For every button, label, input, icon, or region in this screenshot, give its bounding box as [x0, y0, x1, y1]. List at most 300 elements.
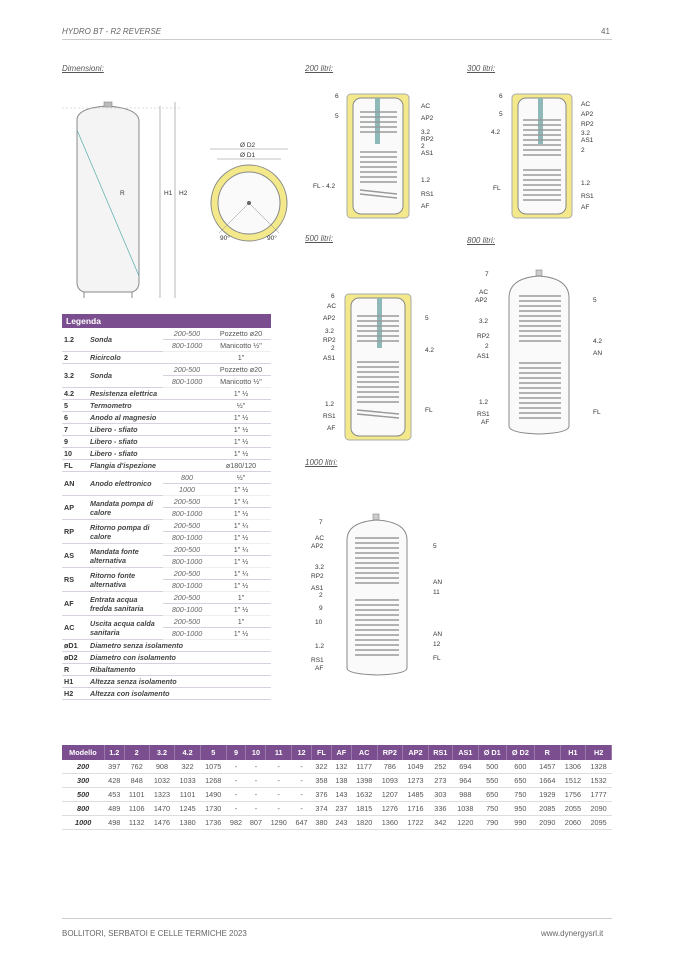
dims-cell: 1101	[124, 788, 149, 802]
dims-header-cell: 5	[200, 745, 226, 760]
legend-model: 800-1000	[163, 580, 211, 592]
legend-desc: Diametro senza isolamento	[88, 640, 271, 652]
dims-cell: 982	[226, 816, 246, 830]
legend-value: Manicotto ½"	[211, 340, 271, 352]
legend-value: ½"	[211, 400, 271, 412]
dimension-side-view	[62, 100, 202, 300]
legend-model: 800-1000	[163, 628, 211, 640]
dims-model-cell: 200	[62, 760, 104, 774]
t800-l9: AF	[481, 419, 490, 426]
t800-r0: 5	[593, 297, 597, 304]
t500-l5: 2	[331, 345, 335, 352]
dims-header-cell: R	[534, 745, 560, 760]
dims-header-cell: AS1	[452, 745, 478, 760]
legend-desc: Flangia d'ispezione	[88, 460, 211, 472]
legend-code: 1.2	[62, 328, 88, 352]
document-title: HYDRO BT - R2 REVERSE	[62, 27, 162, 36]
t800-r2: AN	[593, 350, 603, 357]
dims-header-cell: H1	[560, 745, 586, 760]
dims-cell: -	[246, 788, 266, 802]
dims-header-cell: AF	[331, 745, 351, 760]
dims-header-cell: RS1	[428, 745, 452, 760]
legend-desc: Uscita acqua calda sanitaria	[88, 616, 163, 640]
legend-row	[62, 688, 271, 700]
legend-code: H1	[62, 676, 88, 688]
t200-r0: AC	[421, 103, 431, 110]
header-rule	[62, 39, 612, 40]
legend-code: 10	[62, 448, 88, 460]
dims-cell: 950	[506, 802, 534, 816]
dims-cell: 750	[478, 802, 506, 816]
dims-cell: 1106	[124, 802, 149, 816]
t500-l1: AC	[327, 303, 337, 310]
legend-code: AP	[62, 496, 88, 520]
legend-desc: Ritorno pompa di calore	[88, 520, 163, 544]
legend-code: 9	[62, 436, 88, 448]
legend-value: 1" ½	[211, 412, 271, 424]
dims-cell: 138	[331, 774, 351, 788]
legend-desc: Termometro	[88, 400, 211, 412]
dims-cell: 2090	[586, 802, 612, 816]
t800-l1: AC	[479, 289, 489, 296]
dims-cell: 303	[428, 788, 452, 802]
dims-cell: 1664	[534, 774, 560, 788]
dim-angle-left: 90°	[220, 235, 230, 242]
dims-cell: 988	[452, 788, 478, 802]
legend-desc: Entrata acqua fredda sanitaria	[88, 592, 163, 616]
legend-code: RP	[62, 520, 88, 544]
legend-value: Manicotto ½"	[211, 376, 271, 388]
dims-cell: 1476	[149, 816, 175, 830]
t1000-l2: AP2	[311, 543, 324, 550]
legend-value: 1" ½	[211, 508, 271, 520]
dims-header-cell: 1.2	[104, 745, 124, 760]
dims-cell: 1273	[403, 774, 429, 788]
legend-value: Pozzetto ø20	[211, 328, 271, 340]
legend-desc: Libero - sfiato	[88, 436, 211, 448]
legend-row	[62, 544, 271, 556]
legend-code: R	[62, 664, 88, 676]
tank-500-diagram	[305, 290, 445, 445]
dims-row	[62, 788, 612, 802]
legend-desc: Sonda	[88, 328, 163, 352]
dims-cell: -	[226, 774, 246, 788]
dims-cell: 1632	[351, 788, 377, 802]
legend-row	[62, 400, 271, 412]
dims-cell: -	[292, 788, 312, 802]
legend-code: 4.2	[62, 388, 88, 400]
dims-cell: 1049	[403, 760, 429, 774]
legend-value: 1" ¼	[211, 544, 271, 556]
t800-r3: FL	[593, 409, 601, 416]
legend-model: 200-500	[163, 592, 211, 604]
legend-model: 200-500	[163, 364, 211, 376]
dims-row	[62, 802, 612, 816]
dim-h2-label: H2	[179, 190, 188, 197]
legend-row	[62, 424, 271, 436]
dims-header-cell: RP2	[377, 745, 403, 760]
t1000-l7: 9	[319, 605, 323, 612]
t200-l0: 6	[335, 93, 339, 100]
legend-code: AS	[62, 544, 88, 568]
dims-header-cell: 3.2	[149, 745, 175, 760]
legend-value: 1" ½	[211, 604, 271, 616]
legend-model: 200-500	[163, 568, 211, 580]
legend-model: 800-1000	[163, 604, 211, 616]
dimensions-label: Dimensioni:	[62, 64, 104, 73]
t800-l2: AP2	[475, 297, 488, 304]
legend-value: 1"	[211, 616, 271, 628]
legend-desc: Anodo al magnesio	[88, 412, 211, 424]
dims-header-cell: 11	[266, 745, 292, 760]
t1000-l5: AS1	[311, 585, 324, 592]
dims-cell: 848	[124, 774, 149, 788]
dims-header-cell: 10	[246, 745, 266, 760]
t1000-l8: 10	[315, 619, 323, 626]
label-800: 800 litri:	[467, 236, 496, 245]
legend-model: 800-1000	[163, 340, 211, 352]
legend-row	[62, 388, 271, 400]
t1000-r2: 11	[433, 589, 440, 596]
dims-cell: 1485	[403, 788, 429, 802]
dims-cell: 1777	[586, 788, 612, 802]
dims-cell: 1075	[200, 760, 226, 774]
dims-cell: 252	[428, 760, 452, 774]
dims-cell: 1490	[200, 788, 226, 802]
footer-left: BOLLITORI, SERBATOI E CELLE TERMICHE 2023	[62, 929, 247, 938]
legend-desc: Altezza con isolamento	[88, 688, 271, 700]
legend-code: 6	[62, 412, 88, 424]
t300-r0: AC	[581, 101, 591, 108]
dims-cell: 786	[377, 760, 403, 774]
dims-cell: 1207	[377, 788, 403, 802]
legend-value: 1" ½	[211, 556, 271, 568]
dims-cell: -	[266, 802, 292, 816]
legend-model: 200-500	[163, 496, 211, 508]
legend-row	[62, 652, 271, 664]
dims-cell: 650	[478, 788, 506, 802]
legend-desc: Diametro con isolamento	[88, 652, 271, 664]
legend-model: 800-1000	[163, 376, 211, 388]
t500-l2: AP2	[323, 315, 336, 322]
label-300: 300 litri:	[467, 64, 496, 73]
legend-code: 3.2	[62, 364, 88, 388]
dims-cell: 273	[428, 774, 452, 788]
dims-cell: 1038	[452, 802, 478, 816]
legend-row	[62, 352, 271, 364]
t1000-l4: RP2	[311, 573, 324, 580]
t1000-l6: 2	[319, 592, 323, 599]
dims-header-cell: 4.2	[175, 745, 201, 760]
dims-cell: 1722	[403, 816, 429, 830]
t500-l3: 3.2	[325, 328, 335, 335]
legend-value: 1" ½	[211, 448, 271, 460]
t1000-l10: RS1	[311, 657, 324, 664]
dims-cell: 374	[312, 802, 332, 816]
dims-cell: -	[246, 774, 266, 788]
t1000-l11: AF	[315, 665, 324, 672]
dims-cell: 498	[104, 816, 124, 830]
dims-model-cell: 300	[62, 774, 104, 788]
t800-r1: 4.2	[593, 338, 603, 345]
legend-code: AF	[62, 592, 88, 616]
dims-cell: 376	[312, 788, 332, 802]
dims-header-cell: 9	[226, 745, 246, 760]
dims-cell: 908	[149, 760, 175, 774]
t800-l8: RS1	[477, 411, 490, 418]
t300-r8: AF	[581, 204, 590, 211]
dims-cell: 380	[312, 816, 332, 830]
dims-cell: 964	[452, 774, 478, 788]
dims-row	[62, 760, 612, 774]
dims-cell: -	[246, 760, 266, 774]
t300-r4: AS1	[581, 137, 594, 144]
footer-rule	[62, 918, 612, 919]
dims-cell: 1929	[534, 788, 560, 802]
dims-cell: 1245	[175, 802, 201, 816]
dims-cell: 1457	[534, 760, 560, 774]
dims-header-cell: Modello	[62, 745, 104, 760]
t200-r6: 1.2	[421, 177, 431, 184]
legend-value: 1" ½	[211, 388, 271, 400]
t200-r5: AS1	[421, 150, 434, 157]
dims-cell: 1730	[200, 802, 226, 816]
legend-desc: Anodo elettronico	[88, 472, 163, 496]
dims-cell: 132	[331, 760, 351, 774]
t200-r8: AF	[421, 203, 430, 210]
dims-cell: -	[292, 760, 312, 774]
dims-model-cell: 1000	[62, 816, 104, 830]
legend-row	[62, 664, 271, 676]
dims-cell: 750	[506, 788, 534, 802]
t500-l7: 1.2	[325, 401, 335, 408]
dims-cell: 650	[506, 774, 534, 788]
dims-cell: 2090	[534, 816, 560, 830]
dims-cell: 428	[104, 774, 124, 788]
t300-l0: 6	[499, 93, 503, 100]
t1000-r1: AN	[433, 579, 443, 586]
legend-value: 1" ½	[211, 424, 271, 436]
dims-header-cell: AP2	[403, 745, 429, 760]
dims-cell: 397	[104, 760, 124, 774]
dims-cell: 762	[124, 760, 149, 774]
legend-value: 1" ½	[211, 628, 271, 640]
t800-l6: AS1	[477, 353, 490, 360]
t800-l3: 3.2	[479, 318, 489, 325]
dims-cell: 243	[331, 816, 351, 830]
t500-l8: RS1	[323, 413, 336, 420]
t200-r4: 2	[421, 143, 425, 150]
legend-value: 1"	[211, 352, 271, 364]
t300-l3: FL	[493, 185, 501, 192]
dim-d2-label: Ø D2	[240, 142, 256, 149]
t800-l0: 7	[485, 271, 489, 278]
legend-model: 200-500	[163, 544, 211, 556]
legend-row	[62, 364, 271, 376]
legend-code: øD2	[62, 652, 88, 664]
t1000-l1: AC	[315, 535, 325, 542]
dims-header-cell: Ø D1	[478, 745, 506, 760]
t300-l1: 5	[499, 111, 503, 118]
label-1000: 1000 litri:	[305, 458, 338, 467]
legend-row	[62, 592, 271, 604]
dim-h1-label: H1	[164, 190, 173, 197]
legend-value: ø180/120	[211, 460, 271, 472]
dims-header-cell: Ø D2	[506, 745, 534, 760]
legend-desc: Mandata fonte alternativa	[88, 544, 163, 568]
legend-code: 7	[62, 424, 88, 436]
t200-r3: RP2	[421, 136, 434, 143]
dims-header-cell: 12	[292, 745, 312, 760]
dims-header-cell: 2	[124, 745, 149, 760]
t200-r1: AP2	[421, 115, 434, 122]
t300-r7: RS1	[581, 193, 594, 200]
t1000-l3: 3.2	[315, 564, 325, 571]
dims-cell: 1820	[351, 816, 377, 830]
legend-value: ½"	[211, 472, 271, 484]
legend-desc: Resistenza elettrica	[88, 388, 211, 400]
t500-l6: AS1	[323, 355, 336, 362]
dims-header-cell: H2	[586, 745, 612, 760]
dims-cell: 322	[312, 760, 332, 774]
dims-cell: 1360	[377, 816, 403, 830]
legend-value: 1" ½	[211, 484, 271, 496]
legend-row	[62, 412, 271, 424]
t300-r1: AP2	[581, 111, 594, 118]
legend-model: 200-500	[163, 328, 211, 340]
dims-cell: 1290	[266, 816, 292, 830]
legend-value: 1"	[211, 592, 271, 604]
t500-l4: RP2	[323, 337, 336, 344]
dims-cell: 1220	[452, 816, 478, 830]
dims-cell: 1101	[175, 788, 201, 802]
legend-row	[62, 496, 271, 508]
dims-cell: 1736	[200, 816, 226, 830]
legend-row	[62, 448, 271, 460]
t500-r1: 4.2	[425, 347, 435, 354]
dims-cell: 1032	[149, 774, 175, 788]
dims-cell: 694	[452, 760, 478, 774]
legend-desc: Mandata pompa di calore	[88, 496, 163, 520]
dims-cell: -	[226, 760, 246, 774]
legend-code: RS	[62, 568, 88, 592]
legend-desc: Ricircolo	[88, 352, 211, 364]
legend-model: 800-1000	[163, 556, 211, 568]
dims-cell: 1532	[586, 774, 612, 788]
t200-r2: 3.2	[421, 129, 431, 136]
legend-model: 800	[163, 472, 211, 484]
page-number: 41	[601, 27, 610, 36]
dims-cell: 489	[104, 802, 124, 816]
dims-header-cell: AC	[351, 745, 377, 760]
dims-cell: 790	[478, 816, 506, 830]
legend-row	[62, 640, 271, 652]
dims-cell: 2060	[560, 816, 586, 830]
dims-cell: 2095	[586, 816, 612, 830]
legend-code: AC	[62, 616, 88, 640]
t800-l5: 2	[485, 343, 489, 350]
dims-cell: 1177	[351, 760, 377, 774]
dims-cell: 1470	[149, 802, 175, 816]
legend-value: Pozzetto ø20	[211, 364, 271, 376]
legend-desc: Libero - sfiato	[88, 424, 211, 436]
legend-value: 1" ½	[211, 436, 271, 448]
t500-l9: AF	[327, 425, 336, 432]
dims-cell: -	[292, 774, 312, 788]
legend-code: FL	[62, 460, 88, 472]
t1000-l0: 7	[319, 519, 323, 526]
dims-header-cell: FL	[312, 745, 332, 760]
dims-cell: 336	[428, 802, 452, 816]
legend-code: øD1	[62, 640, 88, 652]
dims-cell: -	[292, 802, 312, 816]
dims-cell: 1132	[124, 816, 149, 830]
dims-model-cell: 800	[62, 802, 104, 816]
t200-l2: FL - 4.2	[313, 183, 336, 190]
dims-cell: -	[226, 802, 246, 816]
legend-model: 1000	[163, 484, 211, 496]
dims-cell: 1512	[560, 774, 586, 788]
dims-cell: -	[226, 788, 246, 802]
dims-cell: -	[266, 774, 292, 788]
legend-row	[62, 676, 271, 688]
legend-model: 800-1000	[163, 532, 211, 544]
legend-row	[62, 460, 271, 472]
dims-cell: 237	[331, 802, 351, 816]
t300-r3: 3.2	[581, 130, 591, 137]
t1000-r5: FL	[433, 655, 441, 662]
legend-model: 200-500	[163, 616, 211, 628]
t1000-r0: 5	[433, 543, 437, 550]
legend-row	[62, 472, 271, 484]
dims-cell: 2055	[560, 802, 586, 816]
dims-cell: 990	[506, 816, 534, 830]
dim-d1-label: Ø D1	[240, 152, 256, 159]
t500-l0: 6	[331, 293, 335, 300]
dimensions-table	[62, 745, 612, 830]
legend-row	[62, 568, 271, 580]
dims-cell: -	[266, 788, 292, 802]
dim-r-label: R	[120, 190, 125, 197]
t800-l4: RP2	[477, 333, 490, 340]
legend-row	[62, 520, 271, 532]
t800-l7: 1.2	[479, 399, 489, 406]
dims-cell: 1398	[351, 774, 377, 788]
t300-r2: RP2	[581, 121, 594, 128]
dims-cell: 600	[506, 760, 534, 774]
dims-model-cell: 500	[62, 788, 104, 802]
dims-cell: 358	[312, 774, 332, 788]
t500-r0: 5	[425, 315, 429, 322]
legend-row	[62, 616, 271, 628]
legend-title: Legenda	[62, 314, 271, 328]
tank-800-diagram	[467, 268, 612, 438]
legend-desc: Ribaltamento	[88, 664, 271, 676]
dims-cell: 807	[246, 816, 266, 830]
dimension-top-view	[205, 140, 293, 245]
t200-r7: RS1	[421, 191, 434, 198]
legend-value: 1" ¼	[211, 496, 271, 508]
label-500: 500 litri:	[305, 234, 334, 243]
dims-cell: 1306	[560, 760, 586, 774]
legend-desc: Sonda	[88, 364, 163, 388]
dims-cell: 143	[331, 788, 351, 802]
t500-r2: FL	[425, 407, 433, 414]
dims-cell: 1756	[560, 788, 586, 802]
tank-200-diagram	[305, 90, 445, 222]
dims-row	[62, 774, 612, 788]
dims-cell: -	[266, 760, 292, 774]
